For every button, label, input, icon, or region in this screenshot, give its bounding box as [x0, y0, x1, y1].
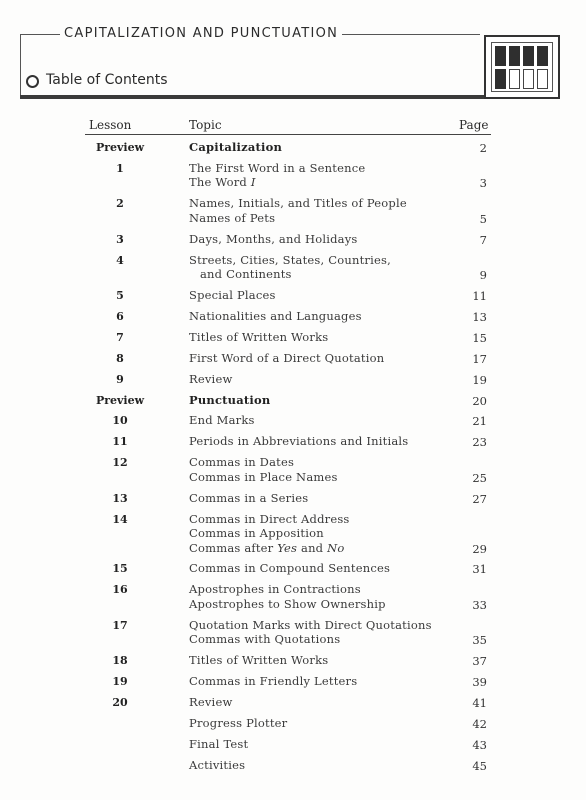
logo-block [523, 69, 534, 89]
page-number: 5 [479, 211, 487, 226]
topic-title [189, 196, 459, 225]
logo-block [495, 46, 506, 66]
topic-line: Progress Plotter [189, 715, 288, 730]
topic-title [189, 393, 459, 408]
topic-title [189, 309, 459, 324]
topic-title [189, 512, 459, 556]
lesson-number: 16 [112, 583, 128, 597]
table-of-contents-heading: Table of Contents [46, 72, 168, 88]
topic-line: Titles of Written Works [189, 329, 329, 344]
page-number: 27 [472, 491, 487, 506]
topic-line: Names of Pets [189, 210, 276, 225]
series-logo-icon [484, 35, 560, 99]
topic-title [189, 653, 459, 668]
lesson-number: 19 [112, 675, 128, 688]
lesson-number: 5 [116, 289, 124, 302]
topic-line: Apostrophes in Contractions [189, 582, 361, 597]
topic-line: Final Test [189, 736, 249, 751]
topic-line: Commas in Apposition [189, 526, 324, 540]
logo-block [495, 69, 506, 89]
topic-title [189, 372, 459, 387]
topic-line: and Continents [200, 267, 292, 282]
page-column-header: Page [459, 118, 489, 132]
page-number: 21 [472, 414, 487, 429]
topic-title [189, 695, 459, 710]
book-title: CAPITALIZATION AND PUNCTUATION [60, 26, 342, 41]
page-number: 11 [472, 289, 487, 303]
topic-title [189, 253, 459, 282]
topic-line: Special Places [189, 288, 276, 302]
page-number: 7 [479, 232, 487, 247]
topic-column-header: Topic [189, 118, 222, 132]
logo-block [509, 46, 520, 66]
topic-title [189, 561, 459, 576]
topic-title [189, 618, 459, 647]
page-number: 13 [472, 309, 487, 324]
page-number: 43 [472, 737, 487, 752]
topic-line: Quotation Marks with Direct Quotations [189, 617, 432, 632]
lesson-number: 7 [116, 330, 124, 344]
page-number: 2 [479, 141, 487, 155]
logo-block [537, 69, 548, 89]
topic-line: Apostrophes to Show Ownership [189, 596, 386, 611]
page-number: 23 [472, 435, 487, 450]
page-number: 31 [472, 562, 487, 577]
topic-title [189, 716, 459, 731]
logo-grid [491, 42, 553, 92]
lesson-number: 10 [112, 414, 128, 428]
lesson-number: 6 [116, 309, 124, 323]
topic-line: Commas in Place Names [189, 469, 338, 484]
lesson-column-header: Lesson [89, 118, 132, 132]
lesson-number: 8 [116, 351, 124, 365]
logo-block [537, 46, 548, 66]
topic-line: Commas with Quotations [189, 632, 341, 647]
topic-line: Capitalization [189, 140, 283, 154]
lesson-number: 2 [116, 197, 124, 211]
page-number: 35 [472, 633, 487, 648]
page-number: 33 [472, 597, 487, 612]
topic-line: The Word I [189, 175, 256, 190]
lesson-number: 15 [112, 562, 128, 576]
topic-title [189, 232, 459, 247]
lesson-number: 13 [112, 491, 128, 505]
topic-line: Names, Initials, and Titles of People [189, 196, 407, 211]
topic-line: Activities [189, 757, 246, 772]
lesson-number: 11 [112, 435, 128, 449]
page-number: 39 [472, 675, 487, 689]
topic-title [189, 582, 459, 611]
lesson-number: 3 [116, 232, 124, 246]
topic-line: Commas in a Series [189, 490, 309, 505]
lesson-number: 18 [112, 654, 128, 668]
page-number: 19 [472, 372, 487, 387]
column-header-rule [85, 134, 491, 135]
heading-underline-bar [20, 95, 488, 99]
topic-title [189, 140, 459, 155]
page-number: 3 [479, 176, 487, 191]
topic-line: The First Word in a Sentence [189, 160, 366, 175]
topic-line: Nationalities and Languages [189, 308, 362, 323]
topic-title [189, 737, 459, 752]
logo-block [509, 69, 520, 89]
circle-bullet-icon [26, 75, 39, 88]
lesson-number: 17 [112, 618, 128, 632]
topic-title [189, 674, 459, 689]
topic-line: Review [189, 371, 233, 386]
page-number: 45 [472, 758, 487, 773]
topic-title [189, 351, 459, 366]
lesson-number: 4 [116, 253, 124, 267]
topic-title [189, 491, 459, 506]
lesson-number: 14 [112, 512, 128, 526]
topic-title [189, 434, 459, 449]
page-number: 29 [472, 541, 487, 556]
topic-line: Commas in Dates [189, 455, 295, 470]
page-number: 42 [472, 716, 487, 731]
topic-title [189, 455, 459, 484]
page-number: 15 [472, 330, 487, 345]
page-number: 20 [472, 393, 487, 408]
lesson-number: Preview [95, 141, 145, 154]
topic-line: Commas in Friendly Letters [189, 674, 358, 688]
header-corner-line [20, 34, 21, 98]
page-number: 17 [472, 351, 487, 366]
page-number: 37 [472, 654, 487, 669]
topic-title [189, 413, 459, 428]
lesson-number: 1 [116, 161, 124, 175]
topic-line: Commas in Direct Address [189, 511, 350, 526]
topic-title [189, 161, 459, 190]
lesson-number: 9 [116, 372, 124, 386]
topic-line: Titles of Written Works [189, 653, 329, 668]
lesson-number: 20 [112, 695, 128, 709]
topic-line: Punctuation [189, 392, 271, 407]
topic-title [189, 758, 459, 773]
topic-line: Streets, Cities, States, Countries, [189, 252, 391, 267]
topic-line: Periods in Abbreviations and Initials [189, 434, 409, 449]
topic-line: Days, Months, and Holidays [189, 231, 358, 246]
logo-block [523, 46, 534, 66]
topic-line: First Word of a Direct Quotation [189, 350, 385, 365]
topic-title [189, 330, 459, 345]
lesson-number: Preview [95, 393, 145, 407]
page-number: 25 [472, 470, 487, 485]
page-number: 9 [479, 268, 487, 283]
topic-line: Review [189, 694, 233, 709]
topic-line: Commas in Compound Sentences [189, 561, 391, 576]
topic-title [189, 288, 459, 303]
lesson-number: 12 [112, 456, 128, 470]
topic-line: End Marks [189, 413, 255, 428]
page-number: 41 [472, 695, 487, 710]
topic-line: Commas after Yes and No [189, 540, 345, 555]
